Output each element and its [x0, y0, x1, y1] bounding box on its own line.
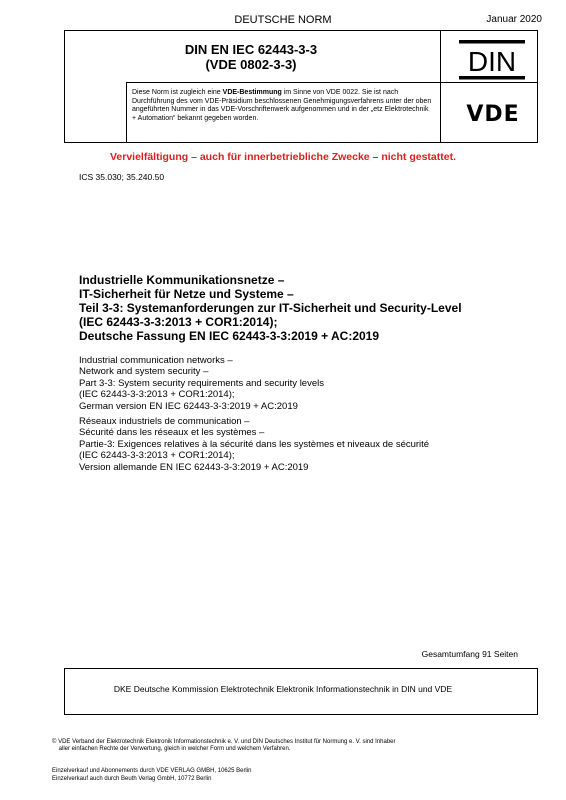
footer-left-border: [64, 668, 65, 714]
standard-number-line2: (VDE 0802-3-3): [205, 57, 297, 72]
document-type-heading: DEUTSCHE NORM: [234, 14, 332, 26]
dke-statement: DKE Deutsche Kommission Elektrotechnik Elektronik Informationstechnik in DIN und VDE: [113, 684, 453, 694]
footer-right-border: [537, 668, 538, 714]
title-fr-line: Sécurité dans les réseaux et les systèmes –: [79, 427, 265, 439]
title-de-line: Teil 3-3: Systemanforderungen zur IT-Sicherheit und Security-Level: [79, 301, 462, 315]
title-french: [79, 416, 519, 473]
vde-logo: [450, 100, 536, 126]
vde-note-part1: Diese Norm ist zugleich eine: [132, 89, 223, 96]
din-logo: [456, 38, 528, 82]
title-de-line: Industrielle Kommunikationsnetze –: [79, 273, 285, 287]
din-logo-text: DIN: [467, 46, 517, 77]
copyright-notice: [52, 739, 522, 753]
title-en-line: Network and system security –: [79, 366, 209, 378]
footer-top-rule: [64, 714, 538, 715]
right-box-border: [537, 30, 538, 142]
title-fr-line: (IEC 62443-3-3:2013 + COR1:2014);: [79, 450, 235, 462]
title-de-line: (IEC 62443-3-3:2013 + COR1:2014);: [79, 315, 278, 329]
title-en-line: Industrial communication networks –: [79, 355, 233, 366]
sales-line: Einzelverkauf auch durch Beuth Verlag GmbH, 10772 Berlin: [52, 776, 212, 782]
title-fr-line: Réseaux industriels de communication –: [79, 416, 250, 427]
copyright-line: aller einfachen Rechte der Verwertung, gleich in welcher Form und welchem Verfahren.: [52, 746, 291, 752]
title-de-line: IT-Sicherheit für Netze und Systeme –: [79, 287, 294, 301]
dke-top-rule: [64, 668, 538, 669]
vde-note-part2: im Sinne von VDE 0022. Sie ist nach Durchführung des vom VDE-Präsidium beschlossenen Genehmigungsverfahrens unter der oben angeführten Nummer in das VDE-Vorschriftenwerk aufgenommen und in der „etz Elektrotechnik + Automation“ bekannt gegeben worden.: [132, 89, 432, 122]
sales-notice: [52, 767, 522, 783]
copyright-line: © VDE Verband der Elektrotechnik Elektronik Informationstechnik e. V. und DIN Deutsches Institut für Normung e. V. sind Inhaber: [52, 739, 396, 745]
total-pages: Gesamtumfang 91 Seiten: [421, 649, 518, 659]
note-left-divider: [126, 82, 127, 142]
title-en-line: Part 3-3: System security requirements and security levels: [79, 377, 324, 389]
vde-note-bold: VDE-Bestimmung: [222, 89, 282, 96]
title-de-line: Deutsche Fassung EN IEC 62443-3-3:2019 + AC:2019: [79, 329, 380, 343]
issue-date: Januar 2020: [486, 14, 542, 25]
title-german: [79, 273, 519, 343]
title-fr-line: Version allemande EN IEC 62443-3-3:2019 + AC:2019: [79, 461, 309, 473]
title-english: [79, 355, 519, 412]
title-fr-line: Partie-3: Exigences relatives à la sécurité dans les systèmes et niveaux de sécurité: [79, 438, 430, 450]
standard-number-line1: DIN EN IEC 62443-3-3: [184, 42, 318, 57]
title-en-line: (IEC 62443-3-3:2013 + COR1:2014);: [79, 389, 235, 401]
ics-codes: ICS 35.030; 35.240.50: [79, 172, 165, 182]
vde-regulation-note: [132, 89, 432, 123]
vde-logo-text: VDE: [466, 102, 520, 126]
sales-line: Einzelverkauf und Abonnements durch VDE VERLAG GMBH, 10625 Berlin: [52, 768, 252, 774]
title-en-line: German version EN IEC 62443-3-3:2019 + AC:2019: [79, 400, 298, 412]
logo-column-divider: [440, 30, 441, 142]
left-box-border: [64, 30, 65, 142]
standard-number: [68, 42, 434, 72]
reproduction-warning: Vervielfältigung – auch für innerbetriebliche Zwecke – nicht gestattet.: [109, 151, 456, 163]
top-rule: [64, 30, 538, 31]
box-bottom-rule: [64, 142, 538, 143]
inner-rule: [126, 82, 537, 83]
